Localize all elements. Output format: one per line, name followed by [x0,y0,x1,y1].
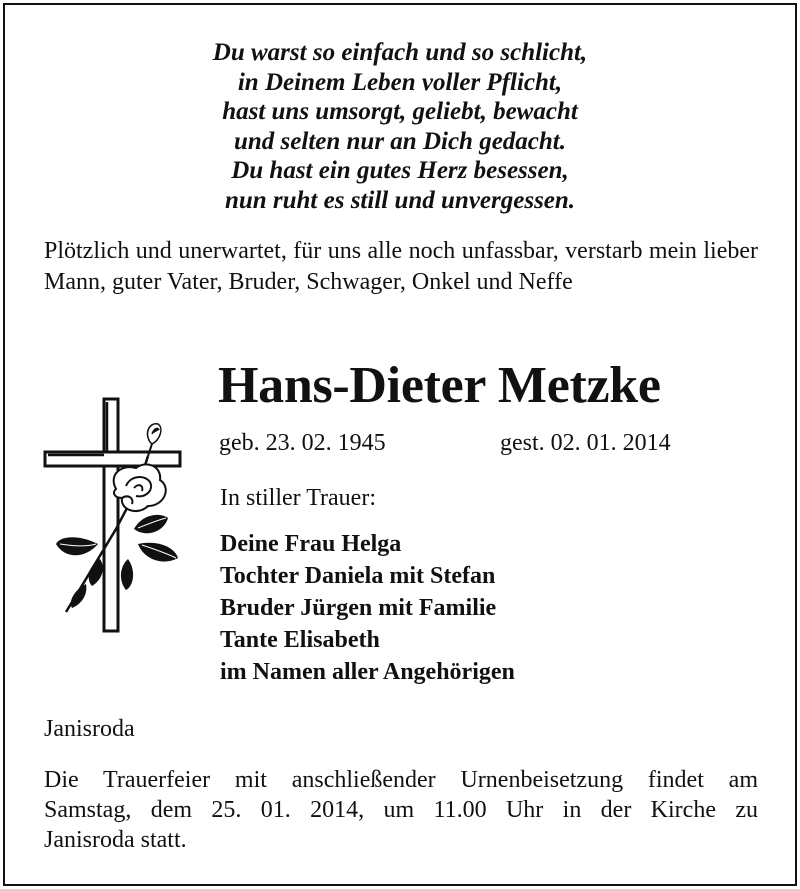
mourner-entry: im Namen aller Angehörigen [220,659,515,685]
poem-line: in Deinem Leben voller Pflicht, [237,68,563,96]
mourner-entry: Deine Frau Helga [220,531,402,557]
ceremony-line: Samstag, dem 25. 01. 2014, um 11.00 Uhr in der Kirche zu [44,797,758,823]
ceremony-line: Janisroda statt. [44,827,187,853]
deceased-name: Hans-Dieter Metzke [218,357,661,414]
mourning-heading: In stiller Trauer: [220,485,376,511]
mourner-entry: Tante Elisabeth [220,627,380,653]
birth-date: geb. 23. 02. 1945 [219,430,386,456]
ceremony-line: Die Trauerfeier mit anschließender Urnenbeisetzung findet am [44,767,758,793]
poem-line: und selten nur an Dich gedacht. [233,127,566,155]
poem-line: hast uns umsorgt, geliebt, bewacht [222,98,578,125]
mourner-entry: Tochter Daniela mit Stefan [220,563,496,589]
poem-line: Du hast ein gutes Herz besessen, [231,157,569,184]
poem-line: nun ruht es still und unvergessen. [224,186,576,214]
place-name: Janisroda [44,716,135,742]
mourner-entry: Bruder Jürgen mit Familie [220,595,497,621]
death-announcement-text: Plötzlich und unerwartet, für uns alle noch unfassbar, verstarb mein lieber Mann, guter Vater, Bruder, Schwager, Onkel und Neffe [44,238,758,295]
cross-with-rose-icon [38,394,188,638]
funeral-ceremony-text [44,765,758,855]
death-date: gest. 02. 01. 2014 [500,430,671,456]
mourners-list [220,528,515,688]
memorial-poem [0,38,800,215]
poem-line: Du warst so einfach und so schlicht, [212,39,588,66]
